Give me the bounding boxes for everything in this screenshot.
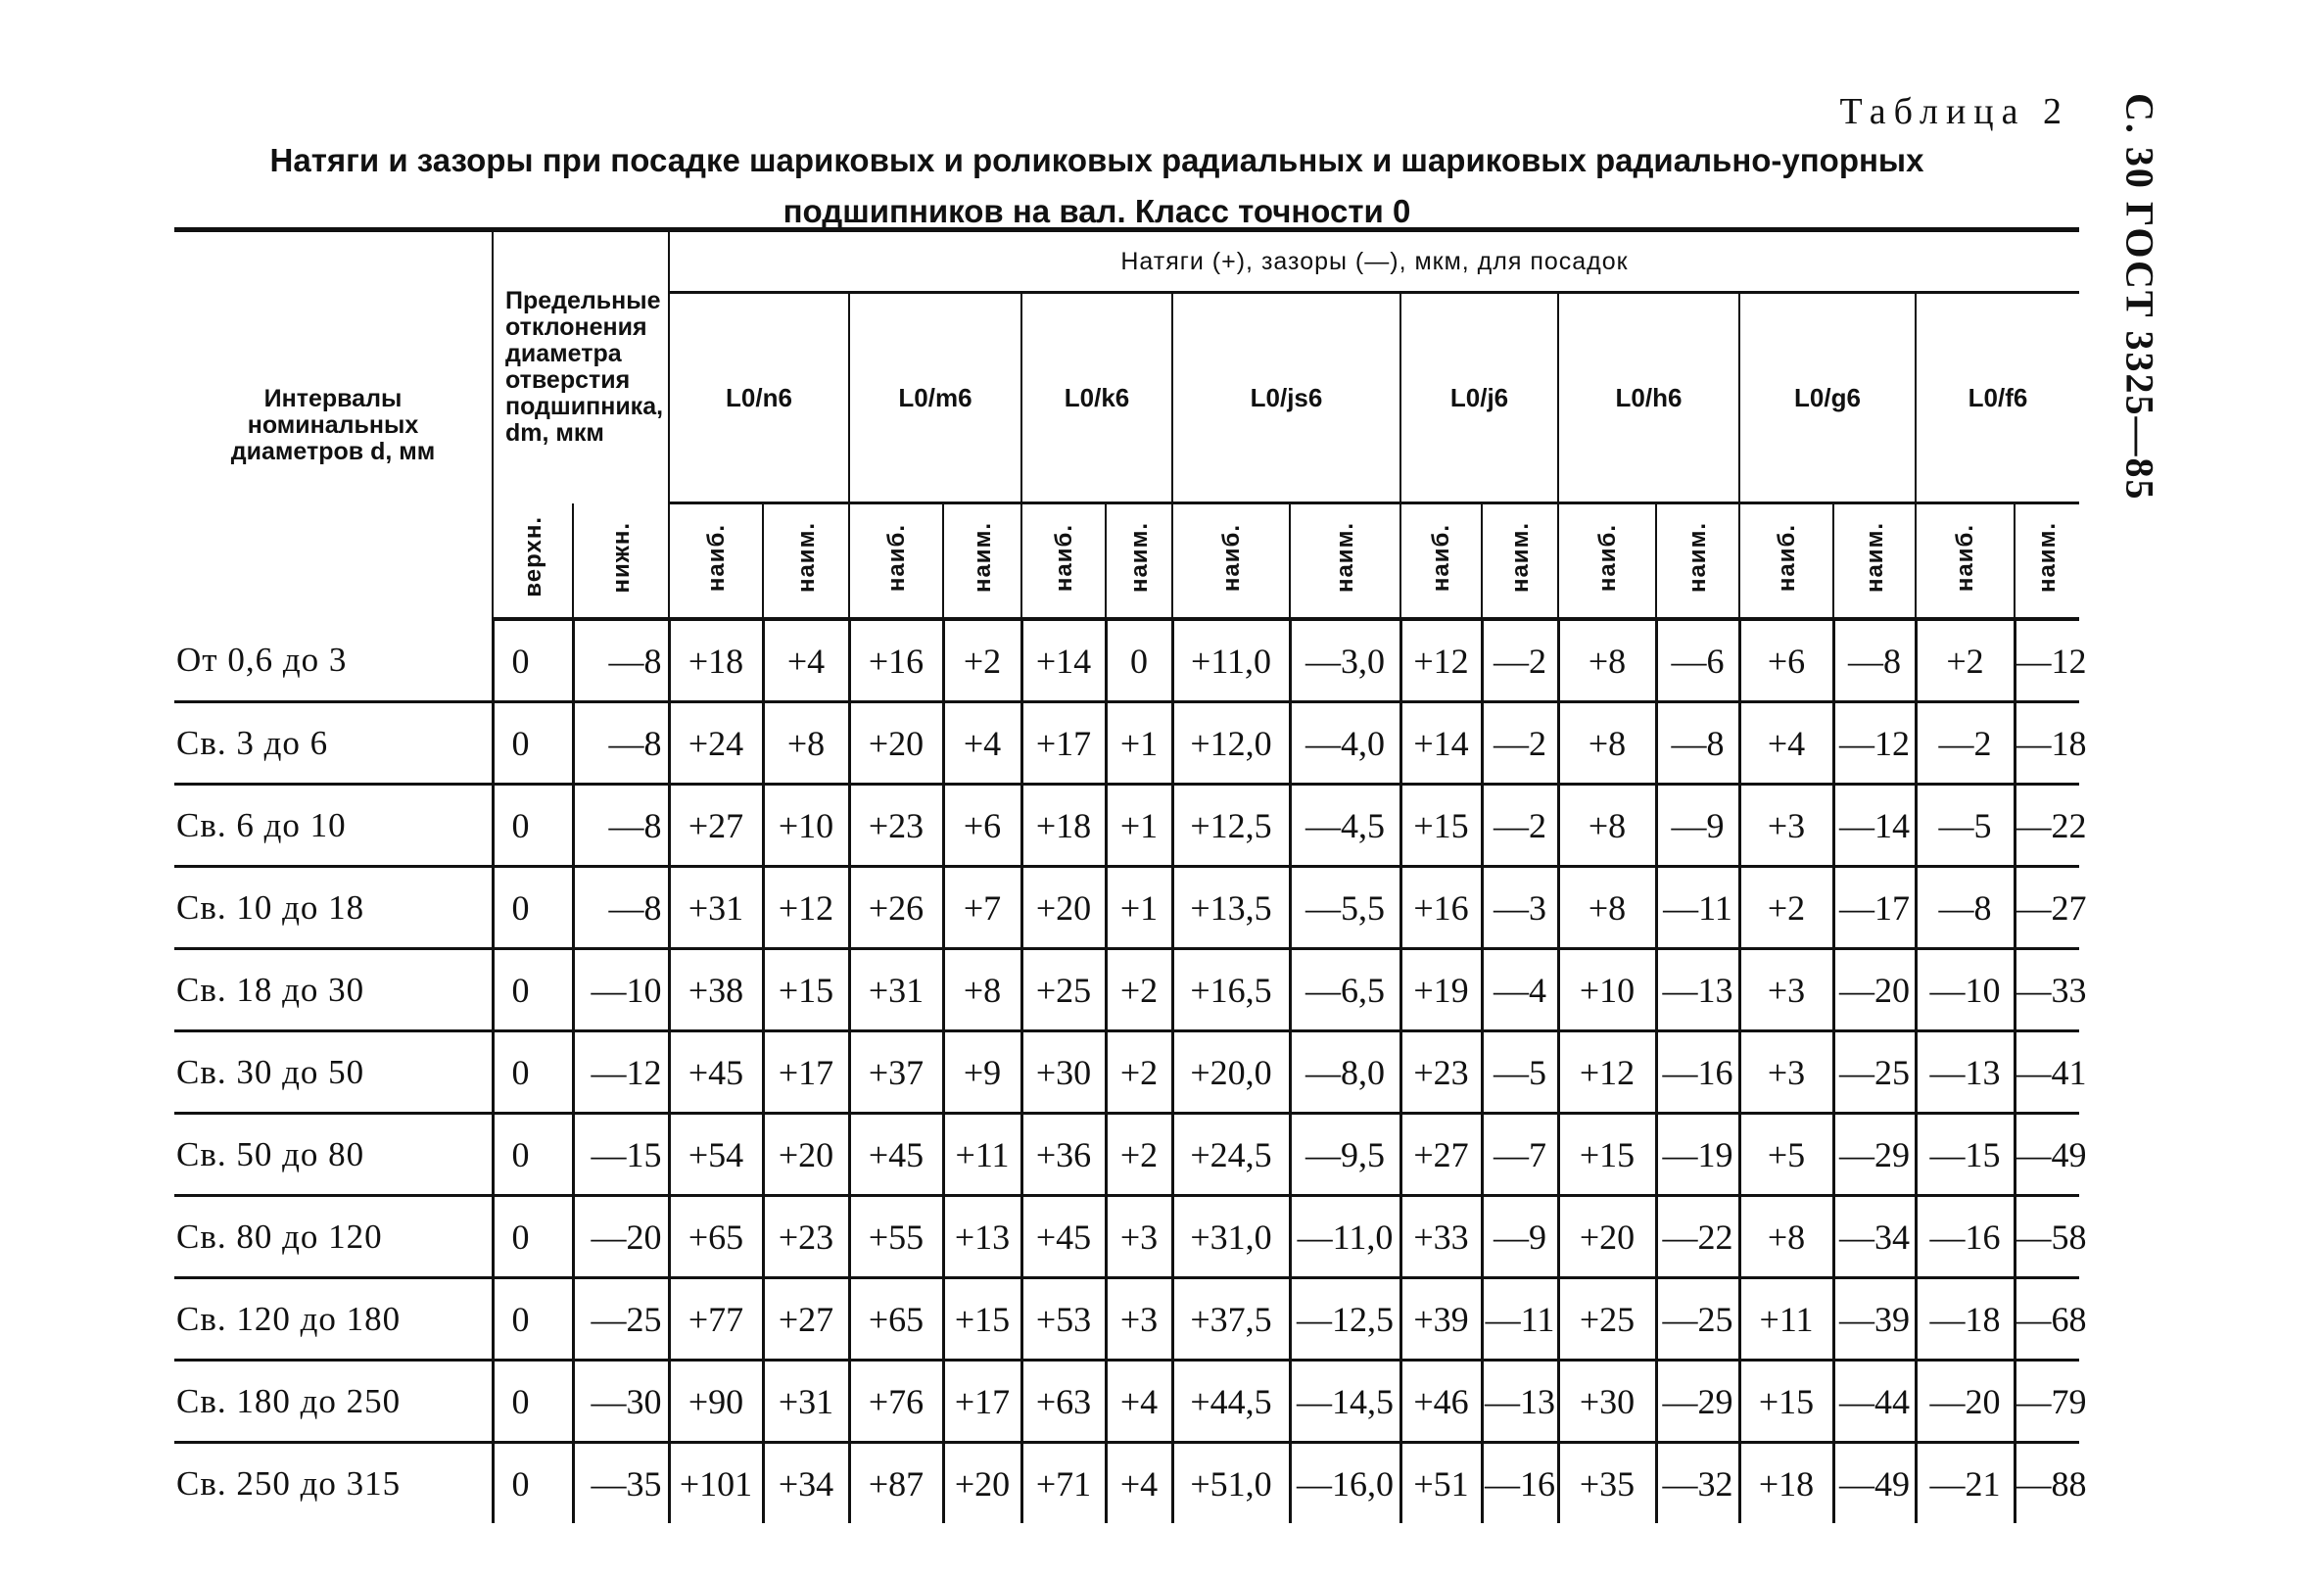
max-header: наиб. [1916, 503, 2015, 620]
min-value-cell: —14,5 [1290, 1361, 1400, 1443]
max-value-cell: +33 [1400, 1196, 1482, 1278]
min-value-cell: +2 [1106, 1114, 1172, 1196]
max-value-cell: —20 [1916, 1361, 2015, 1443]
min-value-cell: —19 [1656, 1114, 1739, 1196]
min-value-cell: —5,5 [1290, 867, 1400, 949]
max-value-cell: +3 [1739, 949, 1833, 1031]
min-value-cell: +2 [943, 619, 1021, 702]
upper-deviation-cell: 0 [493, 1196, 573, 1278]
min-value-cell: +10 [763, 785, 849, 867]
table-row [174, 1278, 2079, 1361]
max-value-cell: +76 [849, 1361, 943, 1443]
max-header: наиб. [849, 503, 943, 620]
max-value-cell: +11 [1739, 1278, 1833, 1361]
max-value-cell: +65 [849, 1278, 943, 1361]
table-row [174, 1196, 2079, 1278]
upper-deviation-cell: 0 [493, 785, 573, 867]
min-header: наим. [1290, 503, 1400, 620]
min-value-cell: +4 [763, 619, 849, 702]
max-value-cell: +45 [1021, 1196, 1106, 1278]
max-value-cell: +15 [1558, 1114, 1656, 1196]
min-value-cell: —4,0 [1290, 702, 1400, 785]
lower-deviation-cell: —8 [573, 785, 669, 867]
min-value-cell: —12 [2015, 619, 2079, 702]
lower-deviation-cell: —15 [573, 1114, 669, 1196]
max-value-cell: +36 [1021, 1114, 1106, 1196]
min-header: наим. [1482, 503, 1558, 620]
min-value-cell: +17 [763, 1031, 849, 1114]
max-value-cell: +27 [1400, 1114, 1482, 1196]
fit-header-js6: L0/js6 [1172, 293, 1400, 503]
max-value-cell: +44,5 [1172, 1361, 1290, 1443]
max-value-cell: +77 [669, 1278, 763, 1361]
min-value-cell: +1 [1106, 702, 1172, 785]
max-value-cell: —8 [1916, 867, 2015, 949]
table-row [174, 949, 2079, 1031]
max-value-cell: +25 [1558, 1278, 1656, 1361]
fits-table [174, 227, 2087, 1523]
max-value-cell: +12,5 [1172, 785, 1290, 867]
min-value-cell: —25 [1833, 1031, 1916, 1114]
table-title-line-2: подшипников на вал. Класс точности 0 [783, 193, 1411, 229]
diameter-interval: Св. 3 до 6 [174, 702, 493, 785]
diameter-interval: Св. 120 до 180 [174, 1278, 493, 1361]
fit-header-g6: L0/g6 [1739, 293, 1916, 503]
max-value-cell: +13,5 [1172, 867, 1290, 949]
diameter-interval: Св. 6 до 10 [174, 785, 493, 867]
min-value-cell: —6 [1656, 619, 1739, 702]
upper-deviation-cell: 0 [493, 949, 573, 1031]
max-value-cell: +3 [1739, 785, 1833, 867]
min-value-cell: —27 [2015, 867, 2079, 949]
min-value-cell: +31 [763, 1361, 849, 1443]
upper-deviation-cell: 0 [493, 1031, 573, 1114]
max-value-cell: +10 [1558, 949, 1656, 1031]
max-value-cell: +87 [849, 1443, 943, 1524]
max-value-cell: +18 [669, 619, 763, 702]
max-value-cell: +4 [1739, 702, 1833, 785]
max-value-cell: +37 [849, 1031, 943, 1114]
max-value-cell: +20 [1558, 1196, 1656, 1278]
max-value-cell: +90 [669, 1361, 763, 1443]
max-value-cell: +17 [1021, 702, 1106, 785]
diameter-interval: Св. 10 до 18 [174, 867, 493, 949]
min-value-cell: —3 [1482, 867, 1558, 949]
min-value-cell: —58 [2015, 1196, 2079, 1278]
limits-header: Предельные отклонения диаметра отверстия подшипника, dm, мкм [493, 230, 669, 503]
max-value-cell: +12,0 [1172, 702, 1290, 785]
min-value-cell: —8 [1833, 619, 1916, 702]
max-value-cell: +8 [1558, 785, 1656, 867]
max-value-cell: +15 [1739, 1361, 1833, 1443]
max-value-cell: +20 [849, 702, 943, 785]
max-header: наиб. [1739, 503, 1833, 620]
page-side-label [2106, 93, 2174, 524]
max-value-cell: —18 [1916, 1278, 2015, 1361]
max-value-cell: +14 [1021, 619, 1106, 702]
upper-deviation-cell: 0 [493, 702, 573, 785]
fit-header-j6: L0/j6 [1400, 293, 1558, 503]
max-value-cell: +27 [669, 785, 763, 867]
max-value-cell: +3 [1739, 1031, 1833, 1114]
min-value-cell: —12 [1833, 702, 1916, 785]
lower-deviation-header: нижн. [573, 503, 669, 620]
min-value-cell: —17 [1833, 867, 1916, 949]
max-header: наиб. [1400, 503, 1482, 620]
diameter-interval: Св. 18 до 30 [174, 949, 493, 1031]
diameter-interval: Св. 80 до 120 [174, 1196, 493, 1278]
upper-deviation-cell: 0 [493, 1278, 573, 1361]
table-number: Таблица 2 [1839, 91, 2069, 132]
max-value-cell: +20 [1021, 867, 1106, 949]
table-row [174, 619, 2079, 702]
max-value-cell: —13 [1916, 1031, 2015, 1114]
max-value-cell: +6 [1739, 619, 1833, 702]
min-value-cell: +2 [1106, 1031, 1172, 1114]
upper-deviation-cell: 0 [493, 1361, 573, 1443]
min-value-cell: —9 [1482, 1196, 1558, 1278]
max-value-cell: +5 [1739, 1114, 1833, 1196]
table-row [174, 1031, 2079, 1114]
min-value-cell: —4,5 [1290, 785, 1400, 867]
max-value-cell: +24 [669, 702, 763, 785]
min-value-cell: +6 [943, 785, 1021, 867]
min-header: наим. [2015, 503, 2079, 620]
diameter-interval: От 0,6 до 3 [174, 619, 493, 702]
upper-deviation-cell: 0 [493, 1443, 573, 1524]
max-value-cell: +16 [1400, 867, 1482, 949]
min-value-cell: —44 [1833, 1361, 1916, 1443]
lower-deviation-cell: —8 [573, 702, 669, 785]
min-value-cell: —8 [1656, 702, 1739, 785]
max-value-cell: +30 [1021, 1031, 1106, 1114]
lower-deviation-cell: —10 [573, 949, 669, 1031]
max-value-cell: +101 [669, 1443, 763, 1524]
lower-deviation-cell: —12 [573, 1031, 669, 1114]
fit-header-f6: L0/f6 [1916, 293, 2079, 503]
min-value-cell: —9,5 [1290, 1114, 1400, 1196]
min-header: наим. [1106, 503, 1172, 620]
min-value-cell: +12 [763, 867, 849, 949]
min-value-cell: —22 [2015, 785, 2079, 867]
max-value-cell: +18 [1021, 785, 1106, 867]
max-header: наиб. [1021, 503, 1106, 620]
fit-header-n6: L0/n6 [669, 293, 849, 503]
min-value-cell: —18 [2015, 702, 2079, 785]
min-value-cell: +23 [763, 1196, 849, 1278]
upper-deviation-cell: 0 [493, 619, 573, 702]
min-value-cell: —11,0 [1290, 1196, 1400, 1278]
min-value-cell: —13 [1656, 949, 1739, 1031]
max-value-cell: +2 [1739, 867, 1833, 949]
min-value-cell: —5 [1482, 1031, 1558, 1114]
max-value-cell: +19 [1400, 949, 1482, 1031]
min-value-cell: +15 [943, 1278, 1021, 1361]
min-header: наим. [943, 503, 1021, 620]
min-value-cell: —16,0 [1290, 1443, 1400, 1524]
min-value-cell: 0 [1106, 619, 1172, 702]
min-value-cell: —39 [1833, 1278, 1916, 1361]
max-value-cell: +30 [1558, 1361, 1656, 1443]
max-value-cell: +8 [1558, 619, 1656, 702]
min-value-cell: —8,0 [1290, 1031, 1400, 1114]
max-header: наиб. [1172, 503, 1290, 620]
max-value-cell: +8 [1558, 867, 1656, 949]
max-value-cell: +53 [1021, 1278, 1106, 1361]
max-value-cell: —16 [1916, 1196, 2015, 1278]
max-value-cell: +65 [669, 1196, 763, 1278]
max-value-cell: +51 [1400, 1443, 1482, 1524]
min-value-cell: —16 [1482, 1443, 1558, 1524]
max-value-cell: —21 [1916, 1443, 2015, 1524]
min-value-cell: —34 [1833, 1196, 1916, 1278]
min-value-cell: +3 [1106, 1196, 1172, 1278]
min-value-cell: —79 [2015, 1361, 2079, 1443]
table-body [174, 619, 2087, 1523]
table-row [174, 1443, 2079, 1524]
max-value-cell: +23 [849, 785, 943, 867]
max-value-cell: +55 [849, 1196, 943, 1278]
upper-deviation-cell: 0 [493, 867, 573, 949]
min-value-cell: —3,0 [1290, 619, 1400, 702]
min-value-cell: —33 [2015, 949, 2079, 1031]
min-value-cell: —16 [1656, 1031, 1739, 1114]
min-value-cell: —2 [1482, 619, 1558, 702]
min-header: наим. [1656, 503, 1739, 620]
lower-deviation-cell: —35 [573, 1443, 669, 1524]
min-value-cell: +4 [1106, 1443, 1172, 1524]
max-value-cell: —10 [1916, 949, 2015, 1031]
min-value-cell: —22 [1656, 1196, 1739, 1278]
min-header: наим. [1833, 503, 1916, 620]
min-value-cell: —2 [1482, 702, 1558, 785]
max-value-cell: +26 [849, 867, 943, 949]
min-value-cell: +8 [943, 949, 1021, 1031]
diameter-interval: Св. 50 до 80 [174, 1114, 493, 1196]
min-value-cell: +13 [943, 1196, 1021, 1278]
min-value-cell: —11 [1482, 1278, 1558, 1361]
max-value-cell: +46 [1400, 1361, 1482, 1443]
min-value-cell: —25 [1656, 1278, 1739, 1361]
min-value-cell: +11 [943, 1114, 1021, 1196]
fits-group-header: Натяги (+), зазоры (—), мкм, для посадок [669, 230, 2079, 293]
max-value-cell: +37,5 [1172, 1278, 1290, 1361]
max-value-cell: +71 [1021, 1443, 1106, 1524]
min-value-cell: +17 [943, 1361, 1021, 1443]
min-header: наим. [763, 503, 849, 620]
min-value-cell: +1 [1106, 785, 1172, 867]
lower-deviation-cell: —8 [573, 619, 669, 702]
min-value-cell: —20 [1833, 949, 1916, 1031]
min-value-cell: —12,5 [1290, 1278, 1400, 1361]
max-value-cell: +8 [1558, 702, 1656, 785]
max-value-cell: —15 [1916, 1114, 2015, 1196]
min-value-cell: +4 [943, 702, 1021, 785]
table-row [174, 1361, 2079, 1443]
max-value-cell: +31 [849, 949, 943, 1031]
max-header: наиб. [669, 503, 763, 620]
max-header: наиб. [1558, 503, 1656, 620]
min-value-cell: —49 [2015, 1114, 2079, 1196]
min-value-cell: —13 [1482, 1361, 1558, 1443]
max-value-cell: +8 [1739, 1196, 1833, 1278]
diameter-interval: Св. 180 до 250 [174, 1361, 493, 1443]
max-value-cell: +38 [669, 949, 763, 1031]
max-value-cell: +12 [1400, 619, 1482, 702]
max-value-cell: +63 [1021, 1361, 1106, 1443]
max-value-cell: +24,5 [1172, 1114, 1290, 1196]
max-value-cell: +2 [1916, 619, 2015, 702]
min-value-cell: —9 [1656, 785, 1739, 867]
table-title-line-1: Натяги и зазоры при посадке шариковых и роликовых радиальных и шариковых радиально-упорных [269, 142, 1924, 178]
min-value-cell: +20 [943, 1443, 1021, 1524]
max-value-cell: +45 [849, 1114, 943, 1196]
min-value-cell: +2 [1106, 949, 1172, 1031]
max-value-cell: +51,0 [1172, 1443, 1290, 1524]
min-value-cell: —49 [1833, 1443, 1916, 1524]
lower-deviation-cell: —20 [573, 1196, 669, 1278]
max-value-cell: +16,5 [1172, 949, 1290, 1031]
min-value-cell: —68 [2015, 1278, 2079, 1361]
min-value-cell: —32 [1656, 1443, 1739, 1524]
table-row [174, 785, 2079, 867]
max-value-cell: +35 [1558, 1443, 1656, 1524]
min-value-cell: +9 [943, 1031, 1021, 1114]
min-value-cell: +27 [763, 1278, 849, 1361]
min-value-cell: —2 [1482, 785, 1558, 867]
max-value-cell: +23 [1400, 1031, 1482, 1114]
table-row [174, 867, 2079, 949]
fit-header-m6: L0/m6 [849, 293, 1021, 503]
min-value-cell: +34 [763, 1443, 849, 1524]
min-value-cell: +1 [1106, 867, 1172, 949]
table-title [166, 135, 2027, 237]
min-value-cell: —4 [1482, 949, 1558, 1031]
min-value-cell: +4 [1106, 1361, 1172, 1443]
min-value-cell: —29 [1656, 1361, 1739, 1443]
max-value-cell: +14 [1400, 702, 1482, 785]
table-row [174, 702, 2079, 785]
max-value-cell: +18 [1739, 1443, 1833, 1524]
max-value-cell: +39 [1400, 1278, 1482, 1361]
max-value-cell: +31,0 [1172, 1196, 1290, 1278]
min-value-cell: —29 [1833, 1114, 1916, 1196]
table-row [174, 1114, 2079, 1196]
min-value-cell: +7 [943, 867, 1021, 949]
min-value-cell: —6,5 [1290, 949, 1400, 1031]
upper-deviation-cell: 0 [493, 1114, 573, 1196]
intervals-header: Интервалы номинальных диаметров d, мм [230, 385, 436, 465]
min-value-cell: +20 [763, 1114, 849, 1196]
min-value-cell: —11 [1656, 867, 1739, 949]
fit-header-h6: L0/h6 [1558, 293, 1739, 503]
min-value-cell: —41 [2015, 1031, 2079, 1114]
max-value-cell: +31 [669, 867, 763, 949]
min-value-cell: +8 [763, 702, 849, 785]
max-value-cell: +16 [849, 619, 943, 702]
table-header [174, 230, 2079, 620]
max-value-cell: +25 [1021, 949, 1106, 1031]
page-number-standard: С. 30 ГОСТ 3325—85 [2117, 93, 2162, 502]
min-value-cell: —14 [1833, 785, 1916, 867]
min-value-cell: +3 [1106, 1278, 1172, 1361]
fit-header-k6: L0/k6 [1021, 293, 1172, 503]
max-value-cell: +20,0 [1172, 1031, 1290, 1114]
lower-deviation-cell: —8 [573, 867, 669, 949]
max-value-cell: +12 [1558, 1031, 1656, 1114]
max-value-cell: —5 [1916, 785, 2015, 867]
lower-deviation-cell: —25 [573, 1278, 669, 1361]
min-value-cell: —7 [1482, 1114, 1558, 1196]
upper-deviation-header: верхн. [493, 503, 573, 620]
max-value-cell: +11,0 [1172, 619, 1290, 702]
max-value-cell: —2 [1916, 702, 2015, 785]
min-value-cell: —88 [2015, 1443, 2079, 1524]
max-value-cell: +15 [1400, 785, 1482, 867]
max-value-cell: +45 [669, 1031, 763, 1114]
diameter-interval: Св. 250 до 315 [176, 1463, 402, 1503]
min-value-cell: +15 [763, 949, 849, 1031]
max-value-cell: +54 [669, 1114, 763, 1196]
diameter-interval: Св. 30 до 50 [174, 1031, 493, 1114]
lower-deviation-cell: —30 [573, 1361, 669, 1443]
